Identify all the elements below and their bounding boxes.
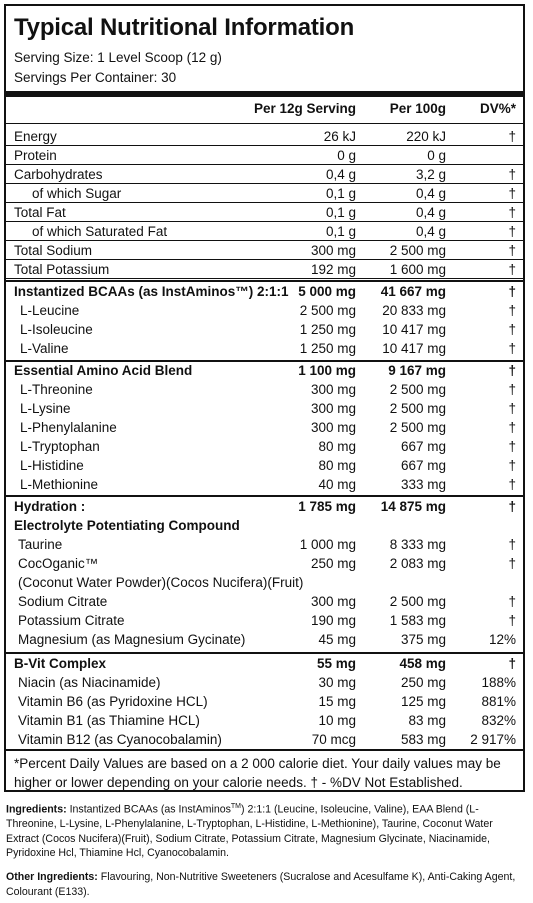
cell-per-100g: 0 g [427,148,446,163]
cell-name: Instantized BCAAs (as InstAminos™) 2:1:1 [14,284,289,299]
cell-per-100g: 2 500 mg [389,382,446,397]
cell-per-serving: 0,1 g [325,205,356,220]
cell-name: Magnesium (as Magnesium Gycinate) [18,632,246,647]
ingredients-pre: Instantized BCAAs (as InstAminos [66,803,231,816]
cell-per-100g: 3,2 g [415,167,446,182]
table-divider [6,91,523,97]
header-per-serving: Per 12g Serving [253,101,356,116]
table-divider [6,145,523,146]
table-divider [6,259,523,260]
cell-name: Energy [14,129,57,144]
table-divider [6,221,523,222]
other-ingredients-label: Other Ingredients: [6,871,98,883]
cell-per-100g: 14 875 mg [380,499,446,514]
other-ingredients-body: Flavouring, Non-Nutritive Sweeteners (Sucralose and Acesulfame K), Anti-Caking Agent, Colourant (E133). [6,871,516,898]
cell-per-100g: 10 417 mg [382,341,446,356]
cell-per-serving: 1 250 mg [299,341,356,356]
cell-dv: † [508,458,516,473]
nutrition-table [6,6,523,790]
cell-dv: † [508,499,516,514]
cell-per-serving: 0 g [337,148,356,163]
table-divider [6,652,523,654]
cell-per-100g: 0,4 g [415,205,446,220]
cell-name: Total Potassium [14,262,110,277]
cell-per-100g: 667 mg [400,439,446,454]
cell-per-100g: 220 kJ [406,129,446,144]
cell-dv: † [508,594,516,609]
cell-name: Vitamin B6 (as Pyridoxine HCL) [18,694,208,709]
cell-name: of which Sugar [32,186,122,201]
cell-per-100g: 0,4 g [415,186,446,201]
cell-per-serving: 0,1 g [325,186,356,201]
cell-name: of which Saturated Fat [32,224,168,239]
cell-name: Total Fat [14,205,66,220]
cell-dv: † [508,656,516,671]
cell-dv: † [508,167,516,182]
table-divider [6,749,523,751]
cell-per-serving: 45 mg [318,632,356,647]
cell-dv: † [508,129,516,144]
ingredients-post: ) 2:1:1 (Leucine, Isoleucine, Valine), EAA Blend (L-Threonine, L-Lysine, L-Phenylalanine, L-Tryptophan, L-Histidine, L-Methionine), Taurine, Coconut Water Extract (Cocos Nucifera)(Fruit), Sodium Citrate, Potassium Citrate, Magnesium Glycinate, Niacinamide, Pyridoxine Hcl, Thiamine Hcl, Cyanocobalamin. [6,803,493,860]
cell-per-100g: 375 mg [400,632,446,647]
table-divider [6,202,523,203]
cell-per-serving: 80 mg [318,439,356,454]
cell-per-serving: 300 mg [310,382,356,397]
cell-name: (Coconut Water Powder)(Cocos Nucifera)(Fruit) [18,575,304,590]
cell-per-100g: 83 mg [408,713,446,728]
cell-per-serving: 190 mg [310,613,356,628]
cell-name: Protein [14,148,57,163]
cell-per-100g: 250 mg [400,675,446,690]
cell-dv: † [508,303,516,318]
cell-per-serving: 70 mcg [311,732,356,747]
cell-per-100g: 583 mg [400,732,446,747]
cell-name: L-Histidine [20,458,84,473]
cell-name: L-Leucine [20,303,80,318]
cell-dv: 12% [488,632,516,647]
cell-dv: † [508,477,516,492]
cell-name: Electrolyte Potentiating Compound [14,518,240,533]
cell-dv: † [508,262,516,277]
cell-per-serving: 30 mg [318,675,356,690]
cell-dv: † [508,420,516,435]
cell-per-serving: 1 785 mg [298,499,356,514]
cell-dv: † [508,439,516,454]
cell-dv: † [508,205,516,220]
cell-per-100g: 41 667 mg [380,284,446,299]
cell-per-serving: 10 mg [318,713,356,728]
cell-name: Vitamin B12 (as Cyanocobalamin) [18,732,222,747]
cell-dv: † [508,363,516,378]
cell-dv: † [508,224,516,239]
cell-per-100g: 2 500 mg [389,420,446,435]
cell-per-serving: 300 mg [310,594,356,609]
cell-per-serving: 1 100 mg [298,363,356,378]
cell-per-serving: 55 mg [316,656,356,671]
table-divider [6,278,523,279]
serving-size: Serving Size: 1 Level Scoop (12 g) [14,50,222,65]
ingredients-tm: TM [230,803,242,810]
table-divider [6,183,523,184]
cell-per-100g: 458 mg [399,656,446,671]
cell-name: L-Phenylalanine [20,420,117,435]
header-per-100g: Per 100g [389,101,446,116]
cell-name: L-Methionine [20,477,99,492]
cell-name: Hydration : [14,499,86,514]
table-divider [6,123,523,124]
cell-dv: 881% [481,694,516,709]
cell-dv: 188% [481,675,516,690]
cell-name: Vitamin B1 (as Thiamine HCL) [18,713,200,728]
cell-per-100g: 9 167 mg [388,363,446,378]
servings-per-container: Servings Per Container: 30 [14,70,177,85]
cell-per-serving: 250 mg [310,556,356,571]
cell-name: Total Sodium [14,243,93,258]
cell-name: B-Vit Complex [14,656,107,671]
cell-per-serving: 1 250 mg [299,322,356,337]
nutrition-panel [4,4,525,792]
cell-per-serving: 80 mg [318,458,356,473]
table-divider [6,360,523,362]
cell-name: Niacin (as Niacinamide) [18,675,161,690]
cell-per-100g: 2 500 mg [389,401,446,416]
cell-per-100g: 1 583 mg [389,613,446,628]
cell-per-serving: 192 mg [310,262,356,277]
table-divider [6,164,523,165]
cell-name: Essential Amino Acid Blend [14,363,193,378]
cell-name: L-Threonine [20,382,93,397]
cell-per-serving: 40 mg [318,477,356,492]
cell-name: L-Tryptophan [20,439,100,454]
cell-per-100g: 0,4 g [415,224,446,239]
cell-dv: † [508,401,516,416]
cell-name: Carbohydrates [14,167,103,182]
header-dv: DV%* [479,101,516,116]
cell-dv: † [508,537,516,552]
cell-name: CocOganic™ [18,556,99,571]
cell-name: L-Isoleucine [20,322,93,337]
cell-name: Taurine [18,537,63,552]
cell-per-100g: 2 083 mg [389,556,446,571]
cell-per-serving: 0,1 g [325,224,356,239]
cell-dv: † [508,556,516,571]
cell-per-100g: 8 333 mg [389,537,446,552]
cell-dv: † [508,322,516,337]
cell-per-100g: 1 600 mg [389,262,446,277]
cell-per-100g: 2 500 mg [389,243,446,258]
cell-dv: 832% [481,713,516,728]
cell-per-100g: 20 833 mg [382,303,446,318]
table-divider [6,240,523,241]
cell-per-100g: 667 mg [400,458,446,473]
cell-name: Sodium Citrate [18,594,108,609]
cell-dv: † [508,382,516,397]
cell-dv: † [508,341,516,356]
cell-per-100g: 333 mg [400,477,446,492]
cell-dv: 2 917% [470,732,516,747]
cell-name: Potassium Citrate [18,613,125,628]
cell-per-serving: 300 mg [310,401,356,416]
cell-dv: † [508,613,516,628]
cell-dv: † [508,284,516,299]
cell-dv: † [508,186,516,201]
panel-title: Typical Nutritional Information [14,14,355,41]
cell-per-serving: 1 000 mg [299,537,356,552]
cell-per-serving: 15 mg [318,694,356,709]
cell-per-serving: 2 500 mg [299,303,356,318]
cell-per-100g: 125 mg [400,694,446,709]
cell-dv: † [508,243,516,258]
ingredients-label: Ingredients: [6,803,67,816]
cell-per-serving: 300 mg [310,243,356,258]
cell-per-100g: 10 417 mg [382,322,446,337]
cell-per-100g: 2 500 mg [389,594,446,609]
cell-per-serving: 300 mg [310,420,356,435]
cell-per-serving: 5 000 mg [298,284,356,299]
footnote: *Percent Daily Values are based on a 2 000 calorie diet. Your daily values may be higher or lower depending on your calorie needs. † - %DV Not Established. [14,756,501,790]
cell-name: L-Valine [20,341,69,356]
cell-per-serving: 26 kJ [323,129,356,144]
table-divider [6,280,523,282]
table-divider [6,495,523,497]
other-ingredients-text [6,870,526,899]
cell-name: L-Lysine [20,401,71,416]
cell-per-serving: 0,4 g [325,167,356,182]
ingredients-text [6,800,526,861]
